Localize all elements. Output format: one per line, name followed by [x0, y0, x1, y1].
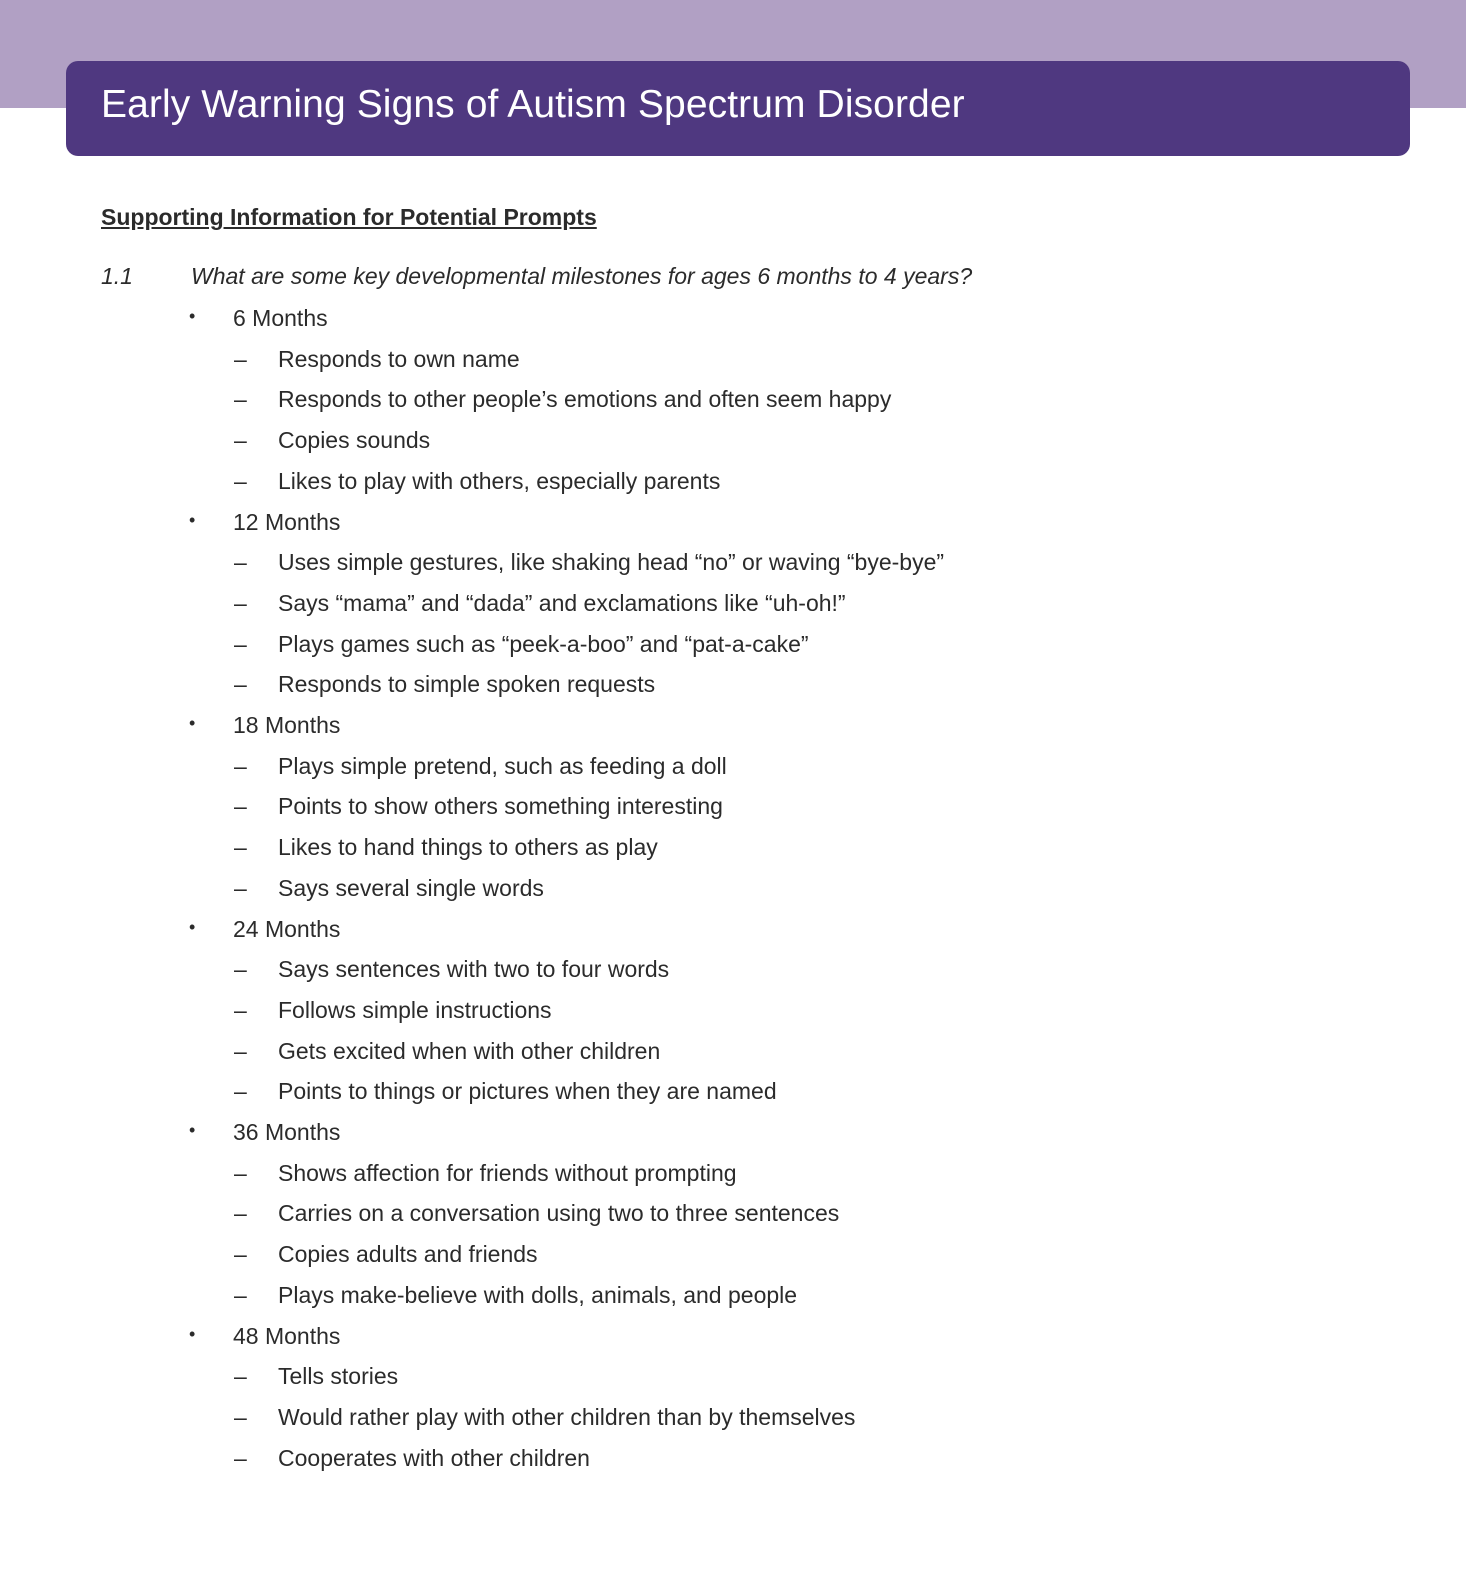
milestone-detail-text: Says “mama” and “dada” and exclamations like “uh-oh!” [278, 589, 846, 616]
dash-marker: – [234, 1444, 247, 1471]
dash-marker: – [234, 549, 247, 576]
bullet-marker: • [189, 1120, 196, 1140]
milestone-detail-text: Responds to simple spoken requests [278, 671, 656, 698]
dash-marker: – [234, 874, 247, 901]
milestone-age-label: 18 Months [233, 712, 341, 738]
dash-marker: – [234, 1037, 247, 1064]
milestone-detail-text: Copies sounds [278, 427, 431, 454]
dash-marker: – [234, 793, 247, 820]
dash-marker: – [234, 467, 247, 494]
milestone-detail-text: Tells stories [278, 1363, 399, 1390]
dash-marker: – [234, 956, 247, 983]
dash-marker: – [234, 752, 247, 779]
milestone-detail-text: Responds to other people’s emotions and often seem happy [278, 386, 892, 413]
milestone-detail-text: Would rather play with other children than by themselves [278, 1403, 856, 1430]
milestone-detail-text: Shows affection for friends without prompting [278, 1159, 737, 1186]
milestone-age-label: 12 Months [233, 508, 341, 535]
milestone-detail-text: Uses simple gestures, like shaking head “no” or waving “bye-bye” [278, 549, 945, 576]
milestone-detail-text: Plays simple pretend, such as feeding a doll [278, 752, 727, 779]
milestone-detail-text: Likes to hand things to others as play [278, 834, 658, 861]
milestone-detail-text: Plays make-believe with dolls, animals, and people [278, 1281, 798, 1308]
dash-marker: – [234, 345, 247, 372]
milestone-detail-text: Cooperates with other children [278, 1444, 590, 1471]
milestone-detail-text: Responds to own name [278, 345, 520, 372]
question-number: 1.1 [101, 263, 133, 289]
question-text: What are some key developmental milestones for ages 6 months to 4 years? [191, 263, 973, 289]
page-title: Early Warning Signs of Autism Spectrum Disorder [101, 82, 965, 126]
milestone-age-label: 24 Months [233, 915, 341, 942]
bullet-marker: • [189, 1323, 196, 1344]
dash-marker: – [234, 671, 247, 698]
milestone-detail-text: Likes to play with others, especially parents [278, 467, 721, 494]
milestone-age-label: 48 Months [233, 1322, 341, 1349]
dash-marker: – [234, 1281, 247, 1308]
dash-marker: – [234, 386, 247, 413]
dash-marker: – [234, 1241, 247, 1268]
milestone-detail-text: Follows simple instructions [278, 996, 552, 1023]
dash-marker: – [234, 1363, 247, 1390]
dash-marker: – [234, 630, 247, 657]
dash-marker: – [234, 427, 247, 454]
bullet-marker: • [189, 916, 196, 937]
milestone-detail-text: Points to things or pictures when they are named [278, 1078, 777, 1105]
section-heading: Supporting Information for Potential Prompts [101, 204, 597, 230]
dash-marker: – [234, 1078, 247, 1105]
bullet-marker: • [189, 306, 196, 326]
milestone-detail-text: Says sentences with two to four words [278, 956, 670, 983]
bullet-marker: • [189, 713, 196, 733]
dash-marker: – [234, 1200, 247, 1227]
dash-marker: – [234, 996, 247, 1023]
milestone-age-label: 36 Months [233, 1119, 341, 1145]
milestone-detail-text: Points to show others something interesting [278, 793, 723, 820]
milestone-detail-text: Plays games such as “peek-a-boo” and “pat-a-cake” [278, 630, 809, 657]
milestone-age-label: 6 Months [233, 305, 328, 331]
dash-marker: – [234, 589, 247, 616]
dash-marker: – [234, 834, 247, 861]
dash-marker: – [234, 1159, 247, 1186]
bullet-marker: • [189, 509, 196, 530]
milestone-detail-text: Gets excited when with other children [278, 1037, 661, 1064]
dash-marker: – [234, 1403, 247, 1430]
milestone-detail-text: Says several single words [278, 874, 544, 901]
milestone-detail-text: Carries on a conversation using two to three sentences [278, 1200, 840, 1227]
milestone-detail-text: Copies adults and friends [278, 1241, 538, 1268]
